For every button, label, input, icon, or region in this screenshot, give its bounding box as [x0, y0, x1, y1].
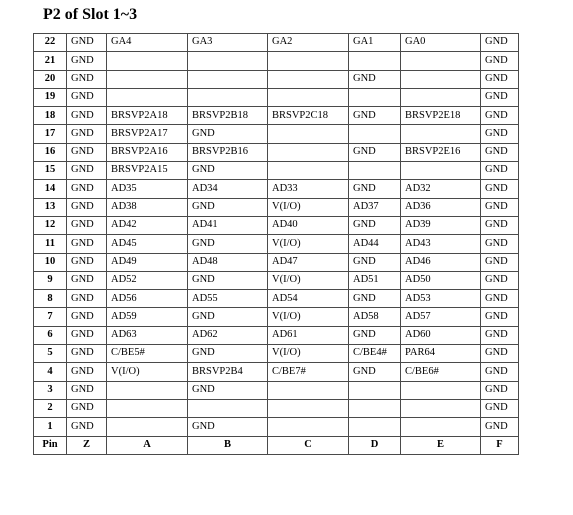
column-header: D	[349, 436, 401, 454]
column-header: E	[401, 436, 481, 454]
table-row	[34, 125, 519, 143]
pin-number-cell: 19	[34, 88, 67, 106]
pin-number-cell: 8	[34, 290, 67, 308]
signal-cell: AD52	[107, 271, 188, 289]
signal-cell	[268, 70, 349, 88]
pin-assignment-table	[33, 33, 519, 455]
signal-cell: AD56	[107, 290, 188, 308]
signal-cell	[268, 162, 349, 180]
signal-cell: AD62	[188, 326, 268, 344]
signal-cell: GA4	[107, 34, 188, 52]
signal-cell: AD54	[268, 290, 349, 308]
signal-cell: AD41	[188, 216, 268, 234]
signal-cell	[349, 381, 401, 399]
signal-cell: GND	[188, 271, 268, 289]
signal-cell	[268, 88, 349, 106]
column-header: Z	[67, 436, 107, 454]
signal-cell: BRSVP2B4	[188, 363, 268, 381]
pin-number-cell: 10	[34, 253, 67, 271]
signal-cell: GND	[481, 253, 519, 271]
signal-cell: GND	[67, 271, 107, 289]
signal-cell	[401, 70, 481, 88]
signal-cell: GND	[67, 308, 107, 326]
signal-cell: AD37	[349, 198, 401, 216]
signal-cell	[188, 70, 268, 88]
pin-number-cell: 1	[34, 418, 67, 436]
signal-cell: GND	[67, 326, 107, 344]
signal-cell: GND	[481, 52, 519, 70]
pin-number-cell: 17	[34, 125, 67, 143]
signal-cell: C/BE6#	[401, 363, 481, 381]
signal-cell: GND	[67, 399, 107, 417]
signal-cell: GND	[481, 180, 519, 198]
table-row	[34, 381, 519, 399]
signal-cell: GND	[67, 363, 107, 381]
pin-number-cell: 2	[34, 399, 67, 417]
signal-cell: GA0	[401, 34, 481, 52]
page-title: P2 of Slot 1~3	[43, 6, 138, 23]
pin-number-cell: 7	[34, 308, 67, 326]
signal-cell: GND	[349, 363, 401, 381]
signal-cell: V(I/O)	[107, 363, 188, 381]
pin-number-cell: 3	[34, 381, 67, 399]
signal-cell: GND	[481, 308, 519, 326]
signal-cell	[268, 125, 349, 143]
signal-cell: GND	[349, 253, 401, 271]
signal-cell: GND	[481, 345, 519, 363]
signal-cell: BRSVP2E18	[401, 107, 481, 125]
signal-cell: AD32	[401, 180, 481, 198]
signal-cell	[107, 399, 188, 417]
signal-cell: GND	[481, 363, 519, 381]
signal-cell: GND	[481, 381, 519, 399]
signal-cell: GND	[481, 198, 519, 216]
signal-cell: AD40	[268, 216, 349, 234]
signal-cell: AD36	[401, 198, 481, 216]
signal-cell: AD49	[107, 253, 188, 271]
signal-cell: GND	[481, 88, 519, 106]
pin-number-cell: 11	[34, 235, 67, 253]
pin-number-cell: 21	[34, 52, 67, 70]
table-row	[34, 162, 519, 180]
signal-cell: GND	[481, 162, 519, 180]
signal-cell	[268, 418, 349, 436]
signal-cell: GND	[67, 253, 107, 271]
signal-cell: AD46	[401, 253, 481, 271]
signal-cell: AD43	[401, 235, 481, 253]
signal-cell: GND	[188, 162, 268, 180]
signal-cell	[107, 88, 188, 106]
signal-cell: V(I/O)	[268, 235, 349, 253]
signal-cell: BRSVP2B18	[188, 107, 268, 125]
signal-cell	[268, 381, 349, 399]
signal-cell: AD61	[268, 326, 349, 344]
signal-cell: GA1	[349, 34, 401, 52]
table-row	[34, 180, 519, 198]
signal-cell	[349, 162, 401, 180]
signal-cell: GND	[349, 216, 401, 234]
signal-cell: GND	[67, 143, 107, 161]
signal-cell	[349, 52, 401, 70]
signal-cell: PAR64	[401, 345, 481, 363]
signal-cell: GND	[481, 125, 519, 143]
signal-cell: GND	[188, 345, 268, 363]
table-row	[34, 88, 519, 106]
table-body	[34, 34, 519, 437]
pin-number-cell: 13	[34, 198, 67, 216]
signal-cell: AD50	[401, 271, 481, 289]
pin-number-cell: 18	[34, 107, 67, 125]
signal-cell	[268, 52, 349, 70]
signal-cell: AD53	[401, 290, 481, 308]
signal-cell: GND	[188, 235, 268, 253]
signal-cell: GND	[481, 34, 519, 52]
signal-cell: GA2	[268, 34, 349, 52]
table-row	[34, 198, 519, 216]
signal-cell: GND	[188, 125, 268, 143]
table-row	[34, 52, 519, 70]
signal-cell	[349, 418, 401, 436]
signal-cell: GND	[188, 198, 268, 216]
table-row	[34, 271, 519, 289]
signal-cell	[401, 162, 481, 180]
signal-cell: GND	[67, 235, 107, 253]
signal-cell: AD35	[107, 180, 188, 198]
signal-cell: GND	[481, 216, 519, 234]
signal-cell: GND	[349, 290, 401, 308]
signal-cell	[401, 88, 481, 106]
signal-cell: BRSVP2E16	[401, 143, 481, 161]
signal-cell: GND	[67, 418, 107, 436]
signal-cell: GND	[481, 107, 519, 125]
signal-cell	[107, 70, 188, 88]
signal-cell	[268, 143, 349, 161]
signal-cell: GND	[67, 198, 107, 216]
table-row	[34, 363, 519, 381]
signal-cell	[107, 381, 188, 399]
signal-cell: GND	[67, 180, 107, 198]
signal-cell: AD39	[401, 216, 481, 234]
signal-cell	[107, 418, 188, 436]
signal-cell: GND	[481, 235, 519, 253]
signal-cell	[188, 399, 268, 417]
signal-cell: GND	[67, 381, 107, 399]
pin-number-cell: 20	[34, 70, 67, 88]
signal-cell: AD42	[107, 216, 188, 234]
signal-cell: GND	[481, 418, 519, 436]
signal-cell: AD58	[349, 308, 401, 326]
signal-cell: GA3	[188, 34, 268, 52]
signal-cell: AD63	[107, 326, 188, 344]
signal-cell: AD57	[401, 308, 481, 326]
signal-cell: BRSVP2B16	[188, 143, 268, 161]
signal-cell: GND	[67, 216, 107, 234]
column-header: Pin	[34, 436, 67, 454]
signal-cell: GND	[67, 125, 107, 143]
signal-cell	[188, 52, 268, 70]
signal-cell	[107, 52, 188, 70]
signal-cell: AD60	[401, 326, 481, 344]
signal-cell	[401, 418, 481, 436]
pin-number-cell: 9	[34, 271, 67, 289]
pin-number-cell: 15	[34, 162, 67, 180]
signal-cell: AD59	[107, 308, 188, 326]
signal-cell: GND	[67, 34, 107, 52]
signal-cell	[401, 52, 481, 70]
column-header: C	[268, 436, 349, 454]
signal-cell: BRSVP2A17	[107, 125, 188, 143]
pin-number-cell: 22	[34, 34, 67, 52]
table-row	[34, 235, 519, 253]
signal-cell: BRSVP2C18	[268, 107, 349, 125]
signal-cell: GND	[188, 418, 268, 436]
signal-cell: GND	[481, 70, 519, 88]
signal-cell	[349, 399, 401, 417]
table-row	[34, 34, 519, 52]
signal-cell: C/BE5#	[107, 345, 188, 363]
signal-cell: GND	[67, 162, 107, 180]
signal-cell: GND	[349, 107, 401, 125]
signal-cell: BRSVP2A15	[107, 162, 188, 180]
signal-cell: C/BE7#	[268, 363, 349, 381]
signal-cell: BRSVP2A16	[107, 143, 188, 161]
table-row	[34, 345, 519, 363]
pin-number-cell: 12	[34, 216, 67, 234]
signal-cell	[401, 381, 481, 399]
header-row	[34, 436, 519, 454]
signal-cell: AD44	[349, 235, 401, 253]
signal-cell: GND	[349, 326, 401, 344]
signal-cell: AD34	[188, 180, 268, 198]
signal-cell: GND	[67, 345, 107, 363]
pin-number-cell: 4	[34, 363, 67, 381]
table-row	[34, 143, 519, 161]
signal-cell: AD33	[268, 180, 349, 198]
signal-cell	[268, 399, 349, 417]
signal-cell: AD55	[188, 290, 268, 308]
table-row	[34, 70, 519, 88]
pin-number-cell: 6	[34, 326, 67, 344]
signal-cell: V(I/O)	[268, 308, 349, 326]
signal-cell: GND	[481, 271, 519, 289]
signal-cell: AD45	[107, 235, 188, 253]
column-header: F	[481, 436, 519, 454]
table-row	[34, 308, 519, 326]
signal-cell: AD51	[349, 271, 401, 289]
table-row	[34, 290, 519, 308]
column-header: B	[188, 436, 268, 454]
table-row	[34, 253, 519, 271]
column-header: A	[107, 436, 188, 454]
signal-cell: V(I/O)	[268, 271, 349, 289]
signal-cell: BRSVP2A18	[107, 107, 188, 125]
signal-cell: GND	[67, 70, 107, 88]
signal-cell	[401, 399, 481, 417]
signal-cell	[349, 125, 401, 143]
signal-cell: GND	[349, 143, 401, 161]
signal-cell: GND	[67, 290, 107, 308]
signal-cell: GND	[349, 180, 401, 198]
table-row	[34, 326, 519, 344]
signal-cell: GND	[67, 88, 107, 106]
signal-cell: C/BE4#	[349, 345, 401, 363]
signal-cell: GND	[481, 290, 519, 308]
table-row	[34, 399, 519, 417]
signal-cell: GND	[188, 381, 268, 399]
table-row	[34, 107, 519, 125]
signal-cell: AD38	[107, 198, 188, 216]
pin-number-cell: 14	[34, 180, 67, 198]
signal-cell	[349, 88, 401, 106]
signal-cell: GND	[67, 52, 107, 70]
signal-cell	[401, 125, 481, 143]
signal-cell: GND	[481, 399, 519, 417]
signal-cell	[188, 88, 268, 106]
pin-number-cell: 5	[34, 345, 67, 363]
pin-number-cell: 16	[34, 143, 67, 161]
signal-cell: GND	[188, 308, 268, 326]
table-row	[34, 418, 519, 436]
signal-cell: V(I/O)	[268, 198, 349, 216]
signal-cell: GND	[481, 326, 519, 344]
signal-cell: AD48	[188, 253, 268, 271]
signal-cell: GND	[349, 70, 401, 88]
signal-cell: V(I/O)	[268, 345, 349, 363]
table-row	[34, 216, 519, 234]
signal-cell: GND	[67, 107, 107, 125]
signal-cell: AD47	[268, 253, 349, 271]
signal-cell: GND	[481, 143, 519, 161]
